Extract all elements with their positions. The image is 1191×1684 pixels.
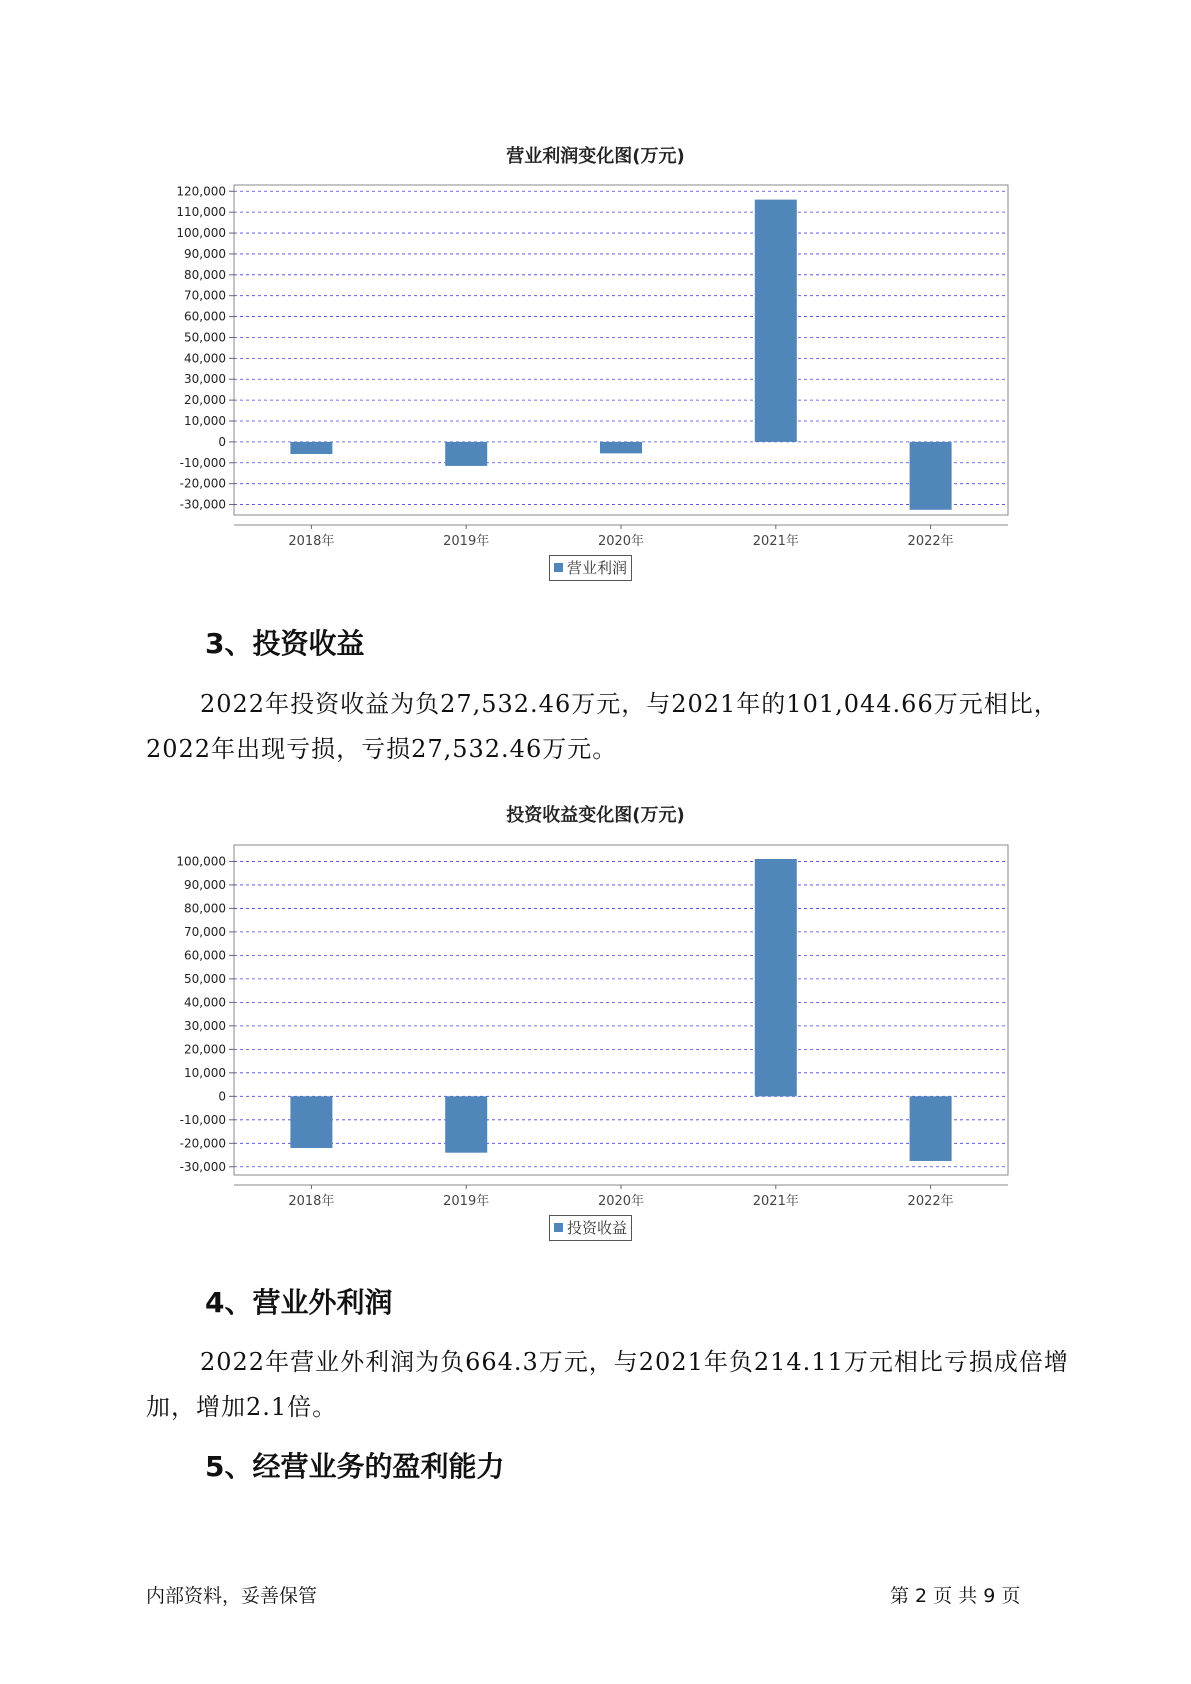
y-tick-label: 30,000 — [184, 1018, 226, 1033]
plot-area — [234, 845, 1008, 1175]
section4-heading: 4、营业外利润 — [205, 1286, 393, 1319]
y-tick-label: -10,000 — [179, 455, 226, 470]
y-tick-label: -30,000 — [179, 497, 226, 512]
bar-2019年 — [445, 1096, 487, 1152]
x-tick-label: 2019年 — [443, 1194, 490, 1209]
y-tick-label: 50,000 — [184, 330, 226, 345]
chart2-legend-label: 投资收益 — [567, 1219, 628, 1237]
y-tick-label: 100,000 — [176, 854, 226, 869]
x-tick-label: 2018年 — [288, 1194, 335, 1209]
y-tick-label: 50,000 — [184, 971, 226, 986]
y-tick-label: -30,000 — [179, 1159, 226, 1174]
y-tick-label: -10,000 — [179, 1112, 226, 1127]
y-tick-label: 70,000 — [184, 924, 226, 939]
x-tick-label: 2021年 — [752, 1194, 799, 1209]
bar-2022年 — [910, 442, 952, 510]
y-tick-label: -20,000 — [179, 1136, 226, 1151]
y-tick-label: 90,000 — [184, 877, 226, 892]
bar-2022年 — [910, 1096, 952, 1161]
y-tick-label: 40,000 — [184, 351, 226, 366]
y-tick-label: 90,000 — [184, 246, 226, 261]
chart2-investment-income — [0, 830, 1191, 1209]
y-tick-label: 120,000 — [176, 184, 226, 199]
plot-area — [234, 185, 1008, 515]
bar-2021年 — [755, 200, 797, 442]
y-tick-label: 80,000 — [184, 267, 226, 282]
bar-2018年 — [290, 1096, 332, 1148]
section5-heading: 5、经营业务的盈利能力 — [205, 1450, 505, 1483]
y-tick-label: 40,000 — [184, 995, 226, 1010]
y-tick-label: 100,000 — [176, 226, 226, 241]
footer-confidential-note: 内部资料，妥善保管 — [146, 1585, 318, 1607]
y-tick-label: 80,000 — [184, 901, 226, 916]
y-tick-label: 10,000 — [184, 414, 226, 429]
legend-swatch-icon — [554, 563, 563, 572]
bar-2018年 — [290, 442, 332, 454]
y-tick-label: 20,000 — [184, 1042, 226, 1057]
x-tick-label: 2022年 — [907, 1194, 954, 1209]
chart1-legend-label: 营业利润 — [567, 559, 628, 577]
x-tick-label: 2018年 — [288, 534, 335, 549]
y-tick-label: 10,000 — [184, 1065, 226, 1080]
chart1-legend — [549, 555, 632, 581]
y-tick-label: 60,000 — [184, 948, 226, 963]
chart1-operating-profit — [0, 170, 1191, 549]
footer-page-number: 第 2 页 共 9 页 — [890, 1585, 1021, 1607]
x-tick-label: 2020年 — [597, 534, 645, 549]
chart1-title: 营业利润变化图(万元) — [506, 146, 685, 167]
bar-2020年 — [600, 442, 642, 453]
x-tick-label: 2020年 — [597, 1194, 645, 1209]
y-tick-label: 0 — [218, 434, 226, 449]
legend-swatch-icon — [554, 1223, 563, 1232]
section4-paragraph: 2022年营业外利润为负664.3万元，与2021年负214.11万元相比亏损成倍增加，增加2.1倍。 — [146, 1348, 1069, 1421]
y-tick-label: 20,000 — [184, 393, 226, 408]
y-tick-label: 70,000 — [184, 288, 226, 303]
bar-2019年 — [445, 442, 487, 466]
section3-heading: 3、投资收益 — [205, 627, 365, 660]
y-tick-label: 110,000 — [176, 205, 226, 220]
x-tick-label: 2019年 — [443, 534, 490, 549]
x-tick-label: 2022年 — [907, 534, 954, 549]
chart2-legend — [549, 1215, 632, 1241]
section3-paragraph: 2022年投资收益为负27,532.46万元，与2021年的101,044.66万元相比，2022年出现亏损，亏损27,532.46万元。 — [146, 690, 1059, 763]
bar-2021年 — [755, 859, 797, 1096]
x-tick-label: 2021年 — [752, 534, 799, 549]
y-tick-label: 30,000 — [184, 372, 226, 387]
chart2-title: 投资收益变化图(万元) — [506, 805, 685, 826]
y-tick-label: 0 — [218, 1089, 226, 1104]
y-tick-label: 60,000 — [184, 309, 226, 324]
y-tick-label: -20,000 — [179, 476, 226, 491]
